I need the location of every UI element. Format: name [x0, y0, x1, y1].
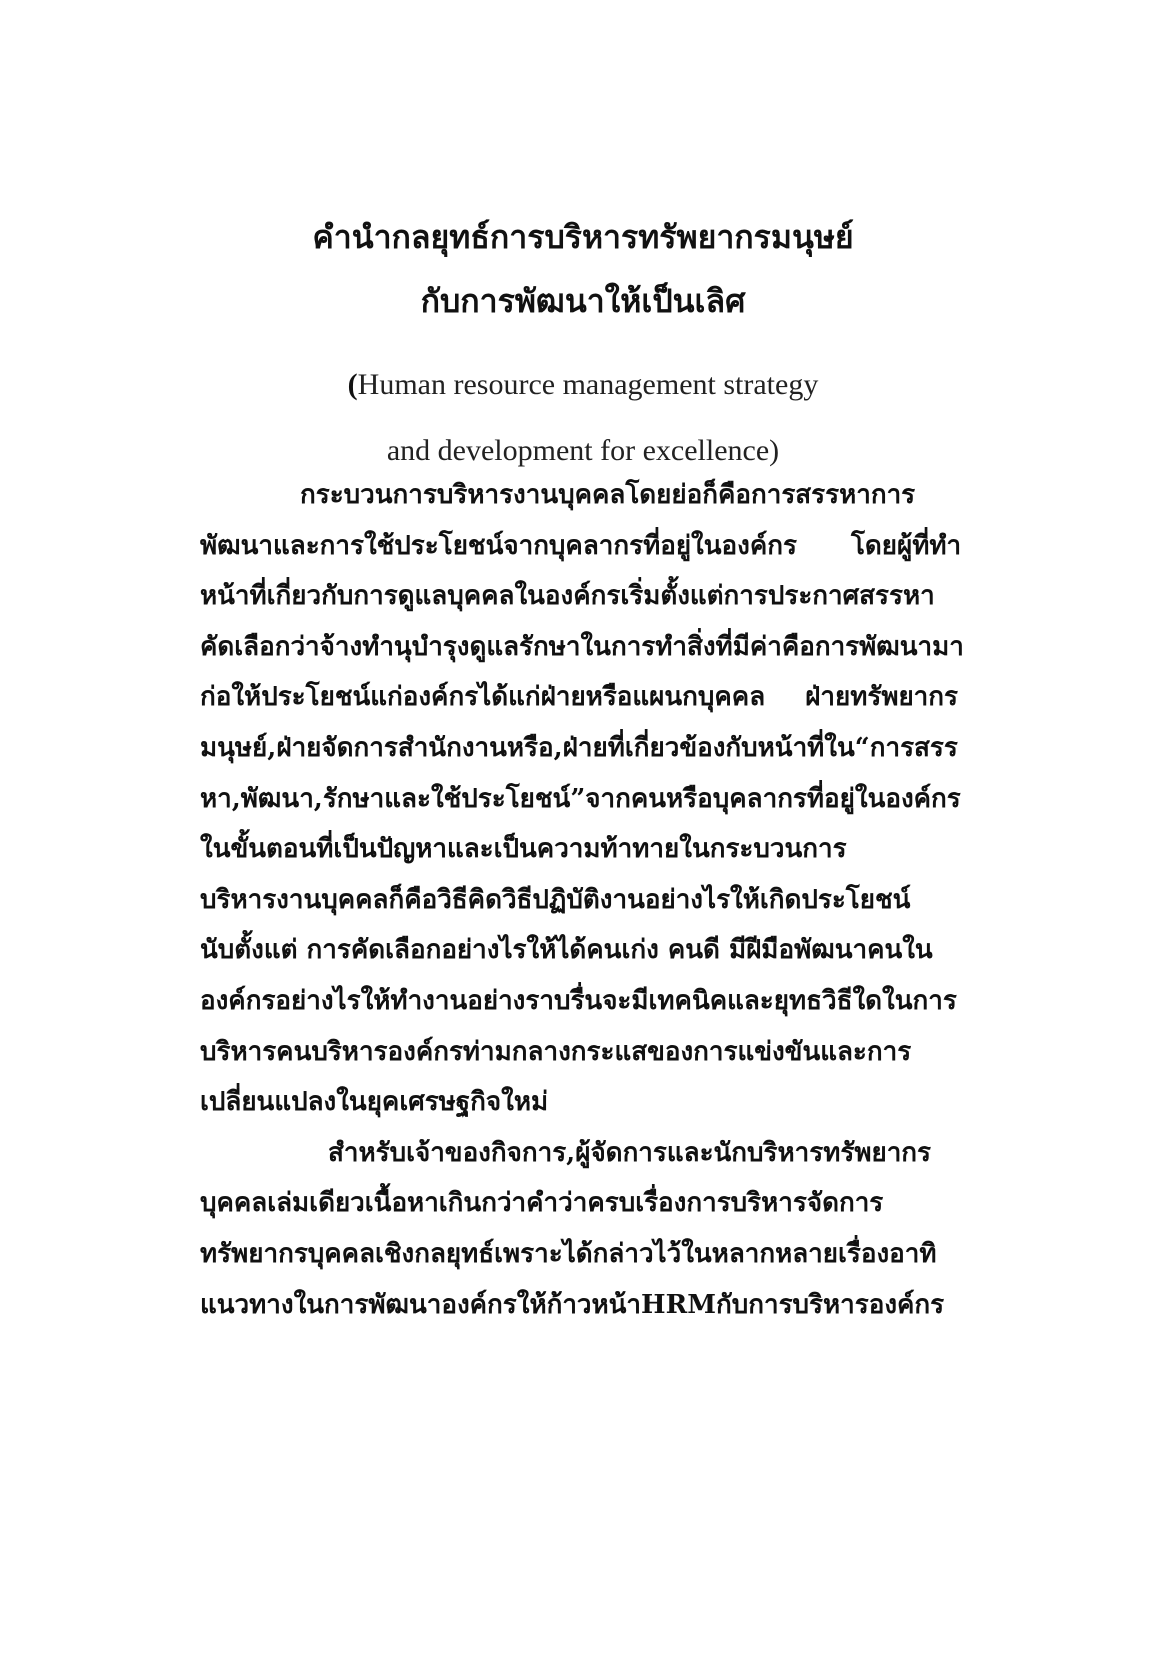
- p1-line-7: [200, 774, 970, 825]
- p1-line-6a: มนุษย์,ฝ่ายจัดการสำนักงานหรือ,ฝ่ายที่เกี่ยวข้องกับหน้าที่ใน“: [200, 732, 870, 763]
- p1-line-7b: ”จากคนหรือบุคลากรที่อยู่ในองค์กร: [570, 783, 961, 814]
- p2-line-1: สำหรับเจ้าของกิจการ,ผู้จัดการและนักบริหารทรัพยากร: [328, 1137, 932, 1168]
- subtitle-line-1-text: Human resource management strategy: [357, 368, 819, 401]
- p1-line-5b: ฝ่ายทรัพยากร: [805, 682, 958, 713]
- p1-line-2a: พัฒนาและการใช้ประโยชน์จากบุคลากรที่อยู่ในองค์กร: [200, 530, 797, 561]
- title-line-1: คำนำกลยุทธ์การบริหารทรัพยากรมนุษย์: [312, 218, 854, 256]
- p1-line-8: ในขั้นตอนที่เป็นปัญหาและเป็นความท้าทายในกระบวนการ: [200, 834, 847, 865]
- p2-line-2: บุคคลเล่มเดียวเนื้อหาเกินกว่าคำว่าครบเรื่องการบริหารจัดการ: [200, 1188, 884, 1219]
- p2-line-3: ทรัพยากรบุคคลเชิงกลยุทธ์เพราะได้กล่าวไว้ในหลากหลายเรื่องอาทิ: [200, 1238, 937, 1269]
- p1-line-5: [200, 672, 970, 723]
- p2-line-4: แนวทางในการพัฒนาองค์กรให้ก้าวหน้าHRMกับการบริหารองค์กร: [200, 1289, 945, 1320]
- p1-line-9: บริหารงานบุคคลก็คือวิธีคิดวิธีปฏิบัติงานอย่างไรให้เกิดประโยชน์: [200, 884, 911, 915]
- p1-line-2: [200, 521, 970, 572]
- title-line-2: กับการพัฒนาให้เป็นเลิศ: [420, 282, 746, 320]
- p1-line-10: นับตั้งแต่ การคัดเลือกอย่างไรให้ได้คนเก่ง คนดี มีฝีมือพัฒนาคนใน: [200, 935, 933, 966]
- p1-line-5a: ก่อให้ประโยชน์แก่องค์กรได้แก่ฝ่ายหรือแผนกบุคคล: [200, 682, 766, 713]
- body-text: [200, 470, 970, 1330]
- p1-line-1: กระบวนการบริหารงานบุคคลโดยย่อก็คือการสรรหาการ: [300, 480, 916, 510]
- p1-line-11: องค์กรอย่างไรให้ทำงานอย่างราบรื่นจะมีเทคนิคและยุทธวิธีใดในการ: [200, 985, 957, 1016]
- title-block: [0, 205, 1166, 333]
- subtitle-line-1: [0, 352, 1166, 418]
- p1-line-6: [200, 723, 970, 774]
- p1-line-6b: การสรร: [869, 732, 958, 763]
- p1-line-2b: โดยผู้ที่ทำ: [850, 530, 962, 561]
- subtitle-line-2: and development for excellence): [386, 434, 780, 467]
- p1-line-4: คัดเลือกว่าจ้างทำนุบำรุงดูแลรักษาในการทำสิ่งที่มีค่าคือการพัฒนามา: [200, 631, 964, 662]
- p1-line-12: บริหารคนบริหารองค์กรท่ามกลางกระแสของการแข่งขันและการ: [200, 1036, 912, 1067]
- p1-line-13: เปลี่ยนแปลงในยุคเศรษฐกิจใหม่: [200, 1087, 549, 1118]
- subtitle-open-paren: (: [347, 368, 358, 401]
- english-subtitle: [0, 352, 1166, 484]
- p1-line-7a: หา,พัฒนา,รักษาและใช้ประโยชน์: [200, 783, 571, 814]
- p1-line-3: หน้าที่เกี่ยวกับการดูแลบุคคลในองค์กรเริ่มตั้งแต่การประกาศสรรหา: [200, 581, 935, 612]
